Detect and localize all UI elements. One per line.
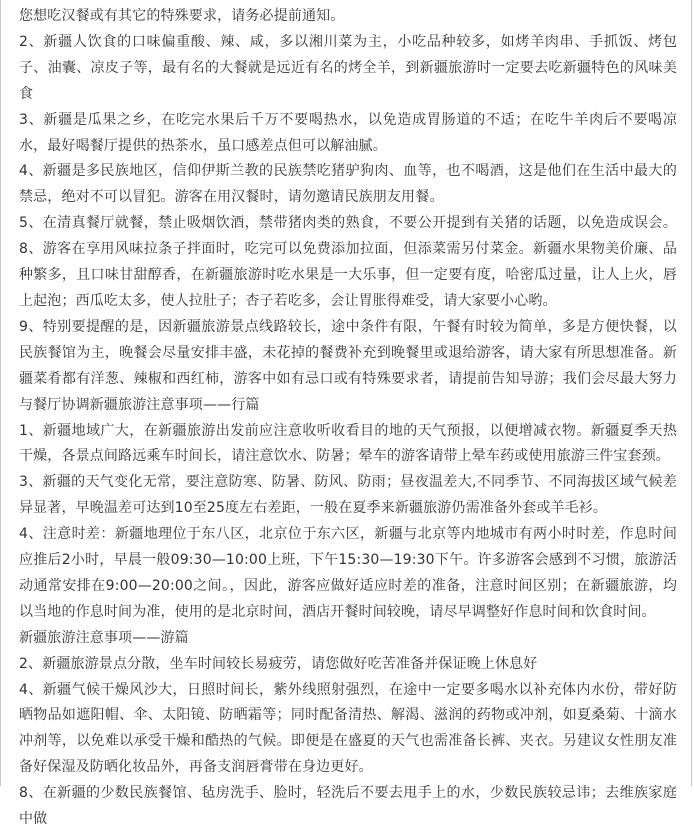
- article-body: [19, 4, 677, 833]
- paragraph-halal-dining: 5、在清真餐厅就餐，禁止吸烟饮酒，禁带猪肉类的熟食，不要公开提到有关猪的话题，以免造成误会。8、游客在享用风味拉条子拌面时，吃完可以免费添加拉面，但添菜需另付菜金。新疆水果物美价廉、品种繁多，且口味甘甜醇香，在新疆旅游时吃水果是一大乐事，但一定要有度，哈密瓜过量，让人上火，唇上起泡；西瓜吃太多，使人拉肚子；杏子若吃多，会让胃胀得难受，请大家要小心哟。: [19, 215, 677, 309]
- paragraph-climate-protection: 4、新疆气候干燥风沙大，日照时间长，紫外线照射强烈，在途中一定要多喝水以补充体内水份，带好防晒物品如遮阳帽、伞、太阳镜、防晒霜等；同时配备清热、解渴、滋润的药物或冲剂，如夏桑菊、十滴水冲剂等，以免难以承受干燥和酷热的气候。即便是在盛夏的天气也需准备长裤、夹衣。另建议女性朋友准备好保湿及防晒化妆品外，再备支润唇膏带在身边更好。: [19, 681, 677, 776]
- paragraph-meal-reminder: 9、特别要提醒的是，因新疆旅游景点线路较长，途中条件有限，午餐有时较为简单，多是方便快餐，以民族餐馆为主，晚餐会尽量安排丰盛，未花掉的餐费补充到晚餐里或退给游客，请大家有所思想准备。新疆菜肴都有洋葱、辣椒和西红柿，游客中如有忌口或有特殊要求者，请提前告知导游；我们会尽最大努力与餐厅协调新疆旅游注意事项——行篇: [19, 318, 677, 413]
- paragraph-scenic-spots: 2、新疆旅游景点分散，坐车时间较长易疲劳，请您做好吃苦准备并保证晚上休息好: [19, 655, 538, 672]
- paragraph-ethnic-etiquette: 8、在新疆的少数民族餐馆、毡房洗手、脸时，轻洗后不要去甩手上的水，少数民族较忌讳；去维族家庭中做: [19, 785, 677, 828]
- paragraph-time-difference: 4、注意时差：新疆地理位于东八区，北京位于东六区，新疆与北京等内地城市有两小时时差，作息时间应推后2小时，早晨一般09:30—10:00上班，下午15:30—19:30下午。许多游客会感到不习惯，旅游活动通常安排在9:00—20:00之间。，因此，游客应做好适应时差的准备，注意时间区别；在新疆旅游，均以当地的作息时间为准，使用的是北京时间，酒店开餐时间较晚，请尽早调整好作息时间和饮食时间。: [19, 526, 677, 620]
- paragraph-fruit: 3、新疆是瓜果之乡，在吃完水果后千万不要喝热水，以免造成胃肠道的不适；在吃牛羊肉后不要喝凉水，最好喝餐厅提供的热茶水，虽口感差点但可以解油腻。: [19, 111, 677, 154]
- paragraph-weather-travel: 1、新疆地域广大，在新疆旅游出发前应注意收听收看目的地的天气预报，以便增减衣物。新疆夏季天热干燥，各景点间路远乘车时间长，请注意饮水、防暑；晕车的游客请带上晕车药或使用旅游三件宝套颈。: [19, 422, 677, 465]
- paragraph-intro: 您想吃汉餐或有其它的特殊要求，请务必提前通知。: [19, 8, 345, 24]
- paragraph-food-taste: 2、新疆人饮食的口味偏重酸、辣、咸，多以湘川菜为主，小吃品种较多，如烤羊肉串、手抓饭、烤包子、油囊、凉皮子等，最有名的大餐就是远近有名的烤全羊，到新疆旅游时一定要去吃新疆特色的风味美食: [19, 33, 677, 102]
- paragraph-ethnic-customs: 4、新疆是多民族地区，信仰伊斯兰教的民族禁吃猪驴狗肉、血等，也不喝酒，这是他们在生活中最大的禁忌，绝对不可以冒犯。游客在用汉餐时，请勿邀请民族朋友用餐。: [19, 163, 677, 206]
- section-heading-touring: 新疆旅游注意事项——游篇: [19, 629, 189, 646]
- paragraph-temperature: 3、新疆的天气变化无常，要注意防寒、防暑、防风、防雨；昼夜温差大,不同季节、不同海拔区域气候差异显著，早晚温差可达到10至25度左右差距，一般在夏季来新疆旅游仍需准备外套或羊毛衫。: [19, 474, 677, 517]
